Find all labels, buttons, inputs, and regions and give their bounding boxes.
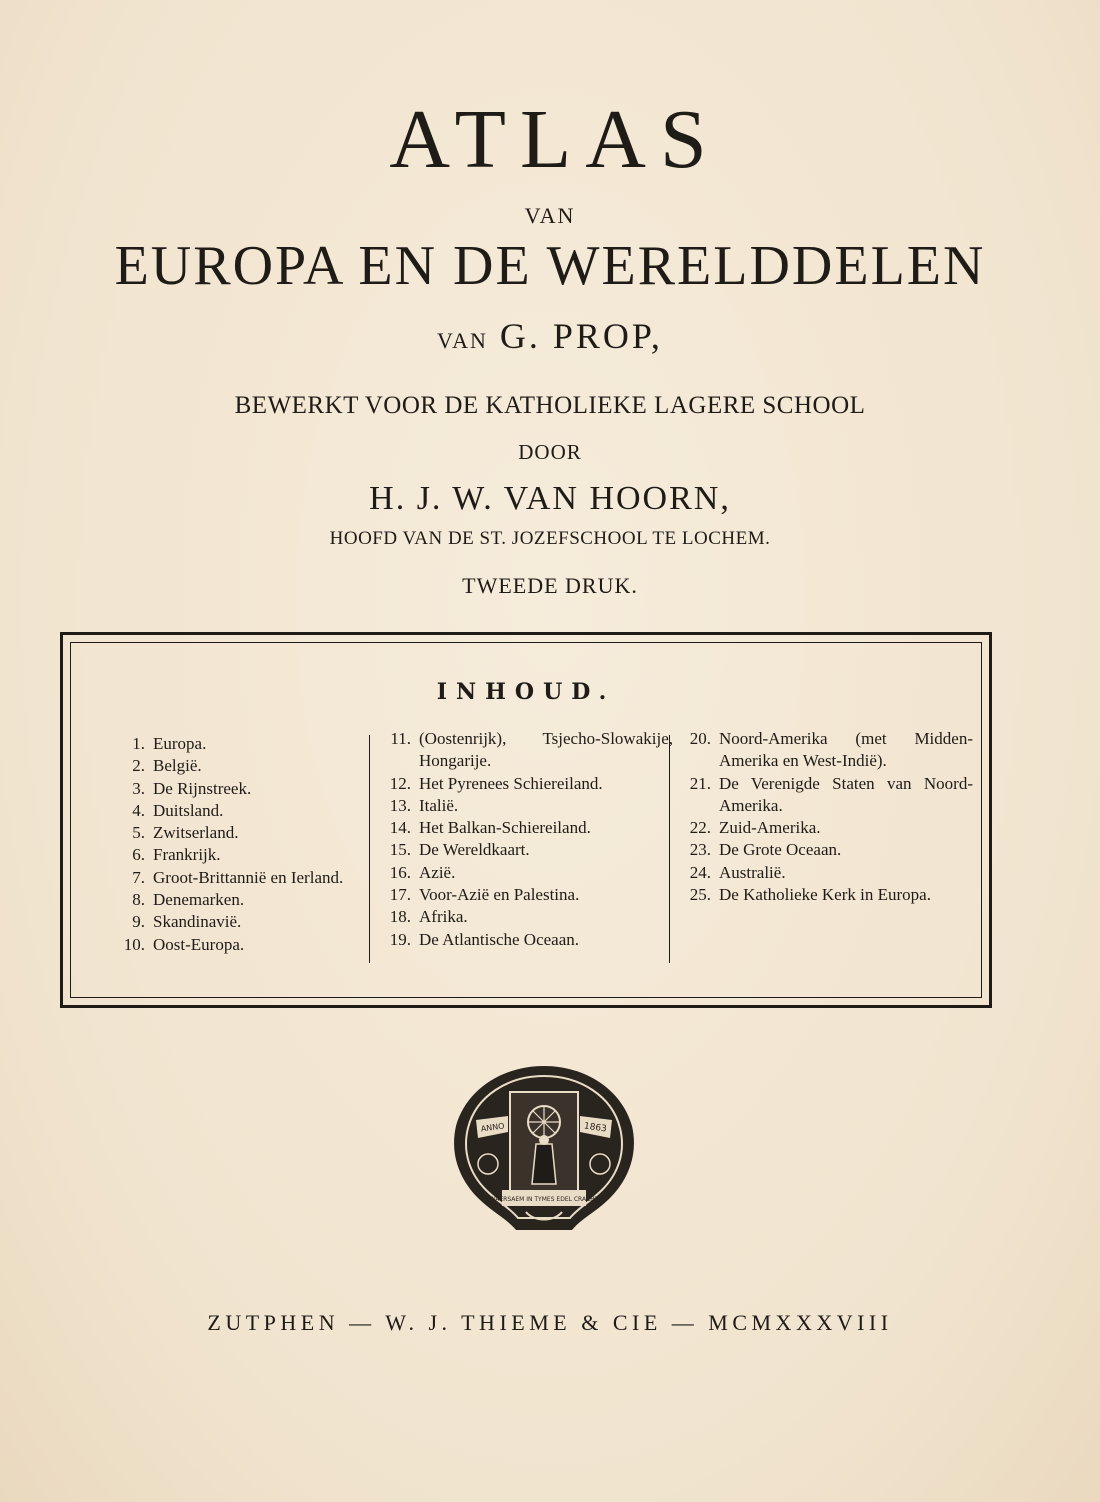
toc-entry xyxy=(111,867,361,889)
toc-entry-number: 24. xyxy=(689,862,711,882)
toc-entry-number: 9. xyxy=(132,912,145,932)
toc-column-2 xyxy=(383,728,673,951)
toc-entry xyxy=(683,862,973,884)
toc-entry-title: Azië. xyxy=(419,862,456,882)
title-subtitle: EUROPA EN DE WERELDDELEN xyxy=(114,235,986,297)
toc-entry xyxy=(683,884,973,906)
toc-heading: INHOUD. xyxy=(436,679,616,705)
author-name: G. PROP, xyxy=(499,316,663,356)
title-van: VAN xyxy=(524,203,576,228)
toc-entry-title: Skandinavië. xyxy=(153,912,242,932)
toc-entry-number: 8. xyxy=(132,890,145,910)
toc-entry-title: Denemarken. xyxy=(153,890,245,910)
toc-entry-title: Noord-Amerika (met Midden-Amerika en West-Indië). xyxy=(719,729,973,771)
title-atlas: ATLAS xyxy=(389,93,721,186)
toc-entry-title: De Katholieke Kerk in Europa. xyxy=(719,885,931,905)
toc-entry xyxy=(383,795,673,817)
toc-entry xyxy=(683,817,973,839)
toc-entry-number: 5. xyxy=(132,823,145,843)
toc-entry-title: Australië. xyxy=(719,862,786,882)
toc-entry-title: (Oostenrijk), Tsjecho-Slowakije, Hongarije. xyxy=(419,729,673,771)
toc-inner-frame xyxy=(70,642,982,998)
toc-entry xyxy=(111,844,361,866)
toc-entry-title: De Wereldkaart. xyxy=(419,840,530,860)
author-prefix: VAN xyxy=(437,328,488,353)
toc-entry-title: België. xyxy=(153,756,202,776)
emblem-year-left: ANNO xyxy=(480,1121,506,1134)
toc-entry-number: 19. xyxy=(389,929,411,949)
toc-entry xyxy=(383,817,673,839)
toc-entry-title: De Grote Oceaan. xyxy=(719,840,842,860)
toc-entry-number: 15. xyxy=(389,840,411,860)
toc-entry-number: 18. xyxy=(389,907,411,927)
table-of-contents xyxy=(60,632,992,1008)
door-label: DOOR xyxy=(518,440,582,464)
toc-entry-number: 4. xyxy=(132,800,145,820)
toc-entry-title: Het Balkan-Schiereiland. xyxy=(419,818,591,838)
toc-column-3 xyxy=(683,728,973,906)
toc-entry xyxy=(383,839,673,861)
toc-entry-title: Groot-Brittannië en Ierland. xyxy=(153,867,344,887)
toc-entry xyxy=(111,889,361,911)
toc-entry xyxy=(111,800,361,822)
toc-entry-number: 1. xyxy=(132,734,145,753)
toc-entry xyxy=(111,755,361,777)
toc-entry-title: De Verenigde Staten van Noord-Amerika. xyxy=(719,773,973,815)
toc-entry xyxy=(111,778,361,800)
emblem-motto: WAERSAEM IN TYMES EDEL CRACHT xyxy=(489,1196,599,1203)
toc-entry xyxy=(111,733,361,755)
edition: TWEEDE DRUK. xyxy=(462,573,638,598)
edited-for: BEWERKT VOOR DE KATHOLIEKE LAGERE SCHOOL xyxy=(234,392,866,419)
toc-entry-title: Het Pyrenees Schiereiland. xyxy=(419,773,603,793)
toc-entry-number: 3. xyxy=(132,778,145,798)
toc-entry-number: 20. xyxy=(689,729,711,748)
toc-entry-title: Duitsland. xyxy=(153,800,224,820)
toc-entry-number: 7. xyxy=(132,867,145,887)
toc-entry xyxy=(683,773,973,818)
toc-entry-number: 13. xyxy=(389,795,411,815)
column-divider xyxy=(369,735,370,963)
imprint: ZUTPHEN — W. J. THIEME & CIE — MCMXXXVIII xyxy=(207,1310,893,1335)
toc-entry xyxy=(383,728,673,773)
toc-entry xyxy=(383,929,673,951)
toc-entry-number: 22. xyxy=(689,818,711,838)
toc-entry-number: 17. xyxy=(389,885,411,905)
toc-entry xyxy=(111,822,361,844)
toc-entry xyxy=(383,773,673,795)
toc-entry xyxy=(683,728,973,773)
toc-entry-number: 21. xyxy=(689,773,711,793)
toc-entry-title: Zuid-Amerika. xyxy=(719,818,821,838)
toc-entry-title: Oost-Europa. xyxy=(153,934,245,954)
toc-entry xyxy=(111,911,361,933)
toc-entry-title: Zwitserland. xyxy=(153,823,239,843)
toc-entry-number: 23. xyxy=(689,840,711,860)
author-line xyxy=(0,318,1100,354)
toc-entry-number: 2. xyxy=(132,756,145,776)
toc-entry xyxy=(111,934,361,956)
toc-entry xyxy=(683,839,973,861)
emblem-year-right: 1863 xyxy=(583,1121,608,1135)
toc-entry-title: Europa. xyxy=(153,734,207,753)
toc-entry-number: 16. xyxy=(389,862,411,882)
toc-entry-title: Italië. xyxy=(419,795,459,815)
toc-entry-title: Voor-Azië en Palestina. xyxy=(419,885,580,905)
toc-entry-number: 6. xyxy=(132,845,145,865)
toc-entry-number: 14. xyxy=(389,818,411,838)
toc-entry xyxy=(383,884,673,906)
toc-column-1 xyxy=(111,733,361,956)
toc-entry-number: 11. xyxy=(390,729,411,748)
toc-entry-number: 10. xyxy=(123,934,145,954)
toc-entry-number: 25. xyxy=(689,885,711,905)
publisher-emblem-icon xyxy=(446,1060,642,1240)
toc-entry xyxy=(383,862,673,884)
toc-entry-title: Afrika. xyxy=(419,907,468,927)
toc-entry-title: Frankrijk. xyxy=(153,845,221,865)
toc-entry xyxy=(383,906,673,928)
editor-role: HOOFD VAN DE ST. JOZEFSCHOOL TE LOCHEM. xyxy=(329,528,771,549)
toc-entry-number: 12. xyxy=(389,773,411,793)
editor-name: H. J. W. VAN HOORN, xyxy=(369,480,731,517)
toc-entry-title: De Rijnstreek. xyxy=(153,778,252,798)
toc-entry-title: De Atlantische Oceaan. xyxy=(419,929,580,949)
